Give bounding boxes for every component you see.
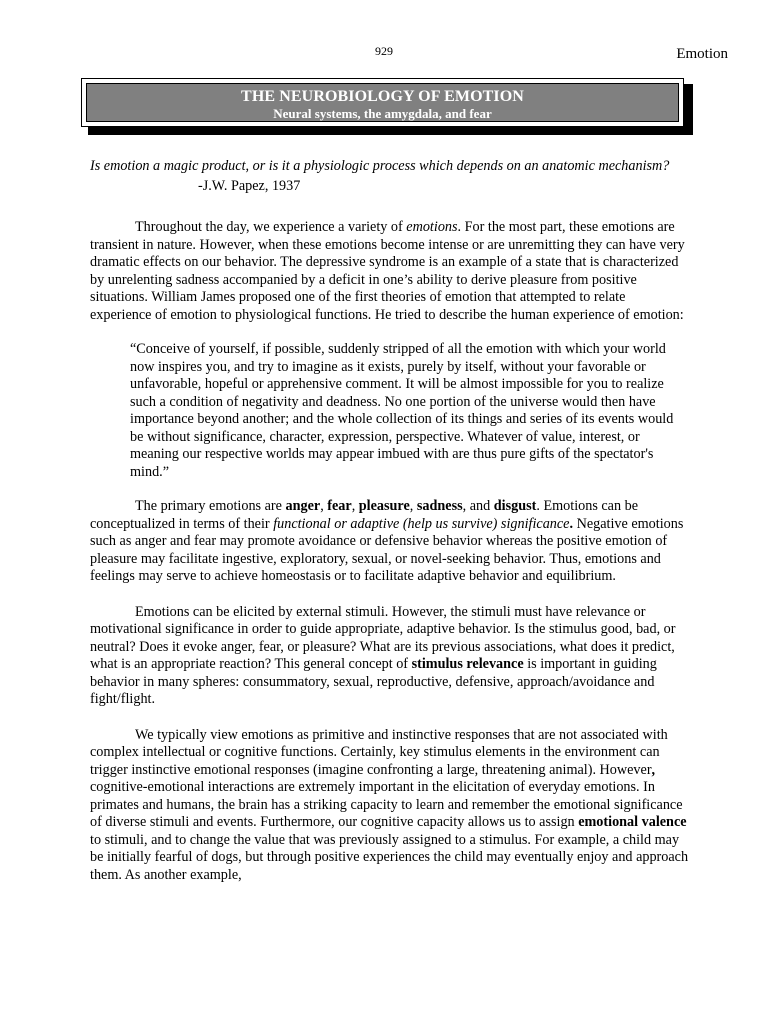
bold-term-emotional-valence: emotional valence [578,814,687,830]
text-span: is important in guiding behavior in many spheres: consummatory, sexual, reproductive, defensive, approach/avoidance and fight/flight. [90,656,657,707]
paragraph-1 [90,219,690,324]
text-span: , and [462,498,494,514]
text-span: , [351,498,359,514]
chapter-title: THE NEUROBIOLOGY OF EMOTION [241,88,524,105]
page-number: 929 [375,44,393,58]
italic-term-emotions: emotions [406,219,458,235]
text-span: . For the most part, these emotions are transient in nature. However, when these emotions become intense or are unremitting they can have very dramatic effects on our behavior. The depressive syndrome is an example of a state that is characterized by unrelenting sadness accompanied by a deficit in one’s ability to derive pleasure from positive situations. William James proposed one of the first theories of emotion that attempted to relate experience of emotion to physiological functions. He tried to describe the human experience of emotion: [90,219,685,323]
bold-term-stimulus-relevance: stimulus relevance [411,656,524,672]
william-james-quote: “Conceive of yourself, if possible, suddenly stripped of all the emotion with which your world now inspires you, and try to imagine as it exists, purely by itself, without your favorable or unfavorable, hopeful or apprehensive comment. It will be almost impossible for you to realize such a condition of negativity and deadness. No one portion of the universe would then have importance beyond another; and the whole collection of its things and series of its events would be without significance, character, expression, perspective. Whatever of value, interest, or meaning our respective worlds may appear imbued with are thus pure gifts of the spectator's mind.” [130,341,674,480]
epigraph-attribution: -J.W. Papez, 1937 [198,177,301,194]
title-box [81,78,684,127]
bold-term-fear: fear [327,498,352,514]
text-span: cognitive-emotional interactions are extremely important in the elicitation of everyday emotions. In primates and humans, the brain has a striking capacity to learn and remember the emotional significance of diverse stimuli and events. Furthermore, our cognitive capacity allows us to assign [90,779,683,830]
main-content [90,158,690,884]
paragraph-2 [90,498,690,586]
bold-comma: , [651,761,656,778]
text-span: , [320,498,328,514]
text-span: The primary emotions are [135,498,286,514]
text-span: to stimuli, and to change the value that was previously assigned to a stimulus. For example, a child may be initially fearful of dogs, but through positive experiences the child may eventually enjoy and approach them. As another example, [90,831,689,883]
text-span: We typically view emotions as primitive and instinctive responses that are not associated with complex intellectual or cognitive functions. Certainly, key stimulus elements in the environment can trigger instinctive emotional responses (imagine confronting a large, threatening animal). However [90,726,668,778]
epigraph-quote: Is emotion a magic product, or is it a physiologic process which depends on an anatomic mechanism? [90,158,670,174]
title-box-inner [86,83,679,122]
italic-phrase-significance: functional or adaptive (help us survive) significance [273,515,570,532]
text-span: , [409,498,417,514]
chapter-subtitle: Neural systems, the amygdala, and fear [273,106,492,121]
text-span: Throughout the day, we experience a variety of [135,219,407,235]
text-span: Negative emotions such as anger and fear may promote avoidance or defensive behavior whereas the positive emotion of pleasure may facilitate ingestive, exploratory, sexual, or novel-seeking behavior. Thus, emotions and feelings may serve to achieve homeostasis or to facilitate adaptive behavior and equilibrium. [90,515,684,584]
bold-period: . [569,515,574,532]
text-span: Emotions can be elicited by external stimuli. However, the stimuli must have relevance or motivational significance in order to guide appropriate, adaptive behavior. Is the stimulus good, bad, or neutral? Does it evoke anger, fear, or pleasure? What are its previous associations, what does it predict, what is an appropriate reaction? This general concept of [90,603,676,672]
bold-term-disgust: disgust [493,498,537,514]
bold-term-pleasure: pleasure [358,498,410,514]
bold-term-sadness: sadness [416,498,463,514]
paragraph-3 [90,604,690,709]
text-span: . Emotions can be conceptualized in terms of their [90,498,639,532]
bold-term-anger: anger [285,498,321,514]
paragraph-4 [90,727,690,885]
running-head: Emotion [676,46,728,62]
